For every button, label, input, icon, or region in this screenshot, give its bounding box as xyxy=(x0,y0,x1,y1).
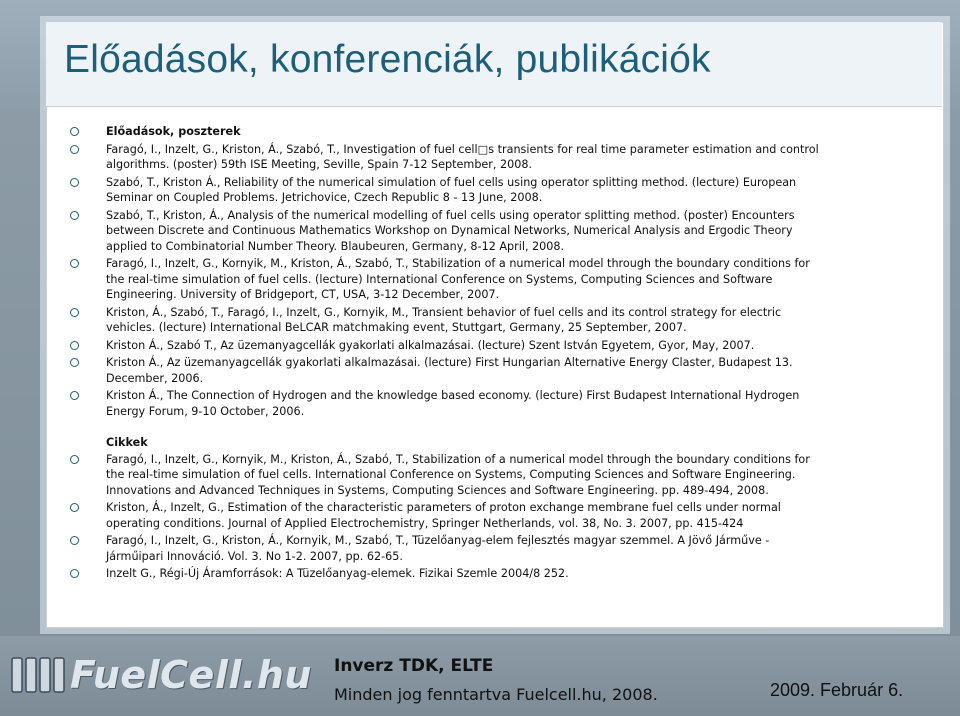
publication-list xyxy=(64,124,820,584)
list-item xyxy=(64,256,820,303)
list-item-text: Faragó, I., Inzelt, G., Kornyik, M., Kriston, Á., Szabó, T., Stabilization of a numerical model through the boundary conditions for the real-time simulation of fuel cells. International Conference on Systems, Computing Sciences and Software Engineering. Innovations and Advanced Techniques in Systems, Computing Sciences and Software Engineering. pp. 489-494, 2008. xyxy=(106,452,810,497)
bullet-icon xyxy=(70,127,79,136)
bullet-icon xyxy=(70,308,79,317)
list-item-text: Kriston, Á., Szabó, T., Faragó, I., Inzelt, G., Kornyik, M., Transient behavior of fuel cells and its control strategy for electric vehicles. (lecture) International BeLCAR matchmaking event, Stuttgart, Germany, 25 September, 2007. xyxy=(106,305,782,334)
bullet-icon xyxy=(70,455,79,464)
bullet-icon xyxy=(70,178,79,187)
section-heading-row xyxy=(64,124,820,140)
section-heading-presentations: Előadások, poszterek xyxy=(106,125,241,138)
bullet-icon xyxy=(70,341,79,350)
bullet-icon xyxy=(70,536,79,545)
list-item-text: Faragó, I., Inzelt, G., Kriston, Á., Kornyik, M., Szabó, T., Tüzelőanyag-elem fejlesztés magyar szemmel. A Jövő Járműve - Járműipari Innováció. Vol. 3. No 1-2. 2007, pp. 62-65. xyxy=(106,534,770,563)
list-item xyxy=(64,500,820,531)
bullet-icon xyxy=(70,569,79,578)
footer-event: Inverz TDK, ELTE xyxy=(334,656,494,676)
list-item-text: Kriston, Á., Inzelt, G., Estimation of the characteristic parameters of proton exchange membrane fuel cells under normal operating conditions. Journal of Applied Electrochemistry, Springer Netherlands, vol. 38, No. 3. 2007, pp. 415-424 xyxy=(106,501,781,530)
footer-copyright: Minden jog fenntartva Fuelcell.hu, 2008. xyxy=(334,685,658,704)
list-item xyxy=(64,338,820,354)
list-item xyxy=(64,566,820,582)
list-item xyxy=(64,388,820,419)
list-item-text: Faragó, I., Inzelt, G., Kornyik, M., Kriston, Á., Szabó, T., Stabilization of a numerical model through the boundary conditions for the real-time simulation of fuel cells. (lecture) International Conference on Systems, Computing Sciences and Software Engineering. University of Bridgeport, CT, USA, 3-12 December, 2007. xyxy=(106,257,810,301)
list-item xyxy=(64,452,820,499)
list-item-text: Faragó, I., Inzelt, G., Kriston, Á., Szabó, T., Investigation of fuel cell□s transients for real time parameter estimation and control algorithms. (poster) 59th ISE Meeting, Seville, Spain 7-12 September, 2008. xyxy=(106,142,819,171)
bullet-icon xyxy=(70,358,79,367)
bullet-icon xyxy=(70,391,79,400)
bullet-icon xyxy=(70,503,79,512)
bullet-icon xyxy=(70,259,79,268)
bullet-icon xyxy=(70,211,79,220)
section-spacer xyxy=(64,421,820,435)
list-item xyxy=(64,305,820,336)
list-item-text: Kriston Á., Szabó T., Az üzemanyagcellák gyakorlati alkalmazásai. (lecture) Szent István Egyetem, Gyor, May, 2007. xyxy=(106,338,755,352)
list-item xyxy=(64,355,820,386)
list-item-text: Kriston Á., The Connection of Hydrogen and the knowledge based economy. (lecture) First Budapest International Hydrogen Energy Forum, 9-10 October, 2006. xyxy=(106,389,800,418)
fuelcell-logo xyxy=(10,652,312,698)
list-item xyxy=(64,208,820,255)
section-heading-row xyxy=(64,435,820,451)
logo-wordmark: FuelCell.hu xyxy=(70,653,312,697)
list-item xyxy=(64,142,820,173)
list-item xyxy=(64,533,820,564)
list-item-text: Kriston Á., Az üzemanyagcellák gyakorlati alkalmazásai. (lecture) First Hungarian Alternative Energy Claster, Budapest 13. December, 2006. xyxy=(106,356,793,385)
fuel-cell-logo-icon xyxy=(10,652,66,698)
slide-title: Előadások, konferenciák, publikációk xyxy=(64,38,711,81)
list-item xyxy=(64,175,820,206)
list-item-text: Inzelt G., Régi-Új Áramforrások: A Tüzelőanyag-elemek. Fizikai Szemle 2004/8 252. xyxy=(106,567,569,580)
list-item-text: Szabó, T., Kriston Á., Reliability of the numerical simulation of fuel cells using operator splitting method. (lecture) European Seminar on Coupled Problems. Jetrichovice, Czech Republic 8 - 13 June, 2008. xyxy=(106,175,797,204)
section-heading-articles: Cikkek xyxy=(106,436,148,449)
list-item-text: Szabó, T., Kriston, Á., Analysis of the numerical modelling of fuel cells using operator splitting method. (poster) Encounters between Discrete and Continuous Mathematics Workshop on Dynamical Networks, Numerical Analysis and Ergodic Theory applied to Combinatorial Number Theory. Blaubeuren, Germany, 8-12 April, 2008. xyxy=(106,208,795,253)
footer-date: 2009. Február 6. xyxy=(770,680,904,700)
bullet-icon xyxy=(70,145,79,154)
